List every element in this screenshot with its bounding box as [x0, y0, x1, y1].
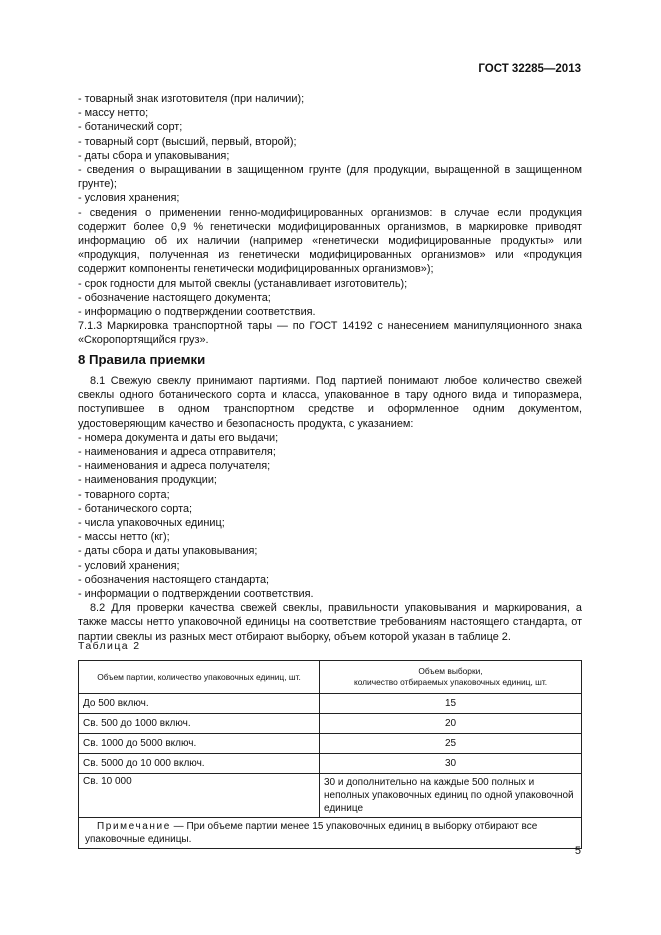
list-item: - товарный знак изготовителя (при наличии);: [78, 93, 305, 105]
list-item: - наименования продукции;: [78, 474, 217, 487]
section-8-body: [78, 374, 582, 644]
sample-cell: 25: [320, 734, 582, 754]
list-item: - информации о подтверждении соответствия.: [78, 588, 314, 601]
table-row: [79, 694, 582, 714]
col-header-sample-line1: Объем выборки,: [418, 666, 483, 676]
col-header-lot: Объем партии, количество упаковочных единиц, шт.: [79, 661, 320, 694]
list-item: - обозначения настоящего стандарта;: [78, 573, 270, 586]
sample-cell: 30: [320, 754, 582, 774]
lot-cell: Св. 1000 до 5000 включ.: [79, 734, 320, 754]
table-caption: Таблица 2: [78, 640, 141, 652]
lot-cell: До 500 включ.: [79, 694, 320, 714]
sample-cell: 15: [320, 694, 582, 714]
list-item: - массы нетто (кг);: [78, 531, 170, 544]
table-header-row: [79, 661, 582, 694]
list-item: - обозначение настоящего документа;: [78, 291, 271, 304]
list-item: - даты сбора и даты упаковывания;: [78, 545, 258, 558]
table-row: [79, 734, 582, 754]
list-item: - даты сбора и упаковывания;: [78, 149, 230, 162]
clause-8-2: 8.2 Для проверки качества свежей свеклы, правильности упаковывания и маркирования, а также массы нетто упаковочной единицы на соответствие требованиям настоящего стандарта, от партии свеклы из разных мест отбирают выборку, объем которой указан в таблице 2.: [78, 602, 582, 643]
table-row: [79, 774, 582, 818]
note-text: — При объеме партии менее 15 упаковочных единиц в выборку отбирают все упаковочные единицы.: [85, 821, 538, 845]
list-item: - срок годности для мытой свеклы (устанавливает изготовитель);: [78, 277, 408, 290]
table-row: [79, 714, 582, 734]
list-item: - ботанический сорт;: [78, 121, 183, 134]
list-item: - сведения о применении генно-модифицированных организмов: в случае если продукция содержит более 0,9 % генетически модифицированных организмов, в маркировке приводят информацию об их наличии (например «генетически модифицированные продукты» или «продукция, полученная из генетически модифицированных организмов» или «продукция содержит компоненты генетически модифицированных организмов»);: [78, 206, 582, 276]
list-item: - условия хранения;: [78, 192, 180, 205]
lot-cell: Св. 5000 до 10 000 включ.: [79, 754, 320, 774]
clause-7-1-3: 7.1.3 Маркировка транспортной тары — по ГОСТ 14192 с нанесением манипуляционного знака «Скоропортящийся груз».: [78, 320, 582, 347]
list-item: - информацию о подтверждении соответствия.: [78, 306, 316, 319]
document-code: ГОСТ 32285—2013: [478, 63, 581, 75]
list-item: - сведения о выращивании в защищенном грунте (для продукции, выращенной в защищенном грунте);: [78, 164, 582, 191]
list-item: - ботанического сорта;: [78, 502, 193, 515]
note-label: Примечание: [97, 821, 171, 832]
list-item: - числа упаковочных единиц;: [78, 517, 225, 530]
page-number: 5: [574, 845, 581, 857]
sample-size-table: [78, 660, 582, 849]
list-item: - товарный сорт (высший, первый, второй);: [78, 135, 297, 148]
table-note-row: [79, 818, 582, 849]
table-note: [79, 818, 582, 849]
table-row: [79, 754, 582, 774]
list-item: - массу нетто;: [78, 107, 149, 120]
list-item: - условий хранения;: [78, 559, 180, 572]
col-header-sample: [320, 661, 582, 694]
list-item: - наименования и адреса получателя;: [78, 460, 271, 473]
lot-cell: Св. 500 до 1000 включ.: [79, 714, 320, 734]
marking-list: [78, 92, 582, 348]
list-item: - товарного сорта;: [78, 488, 170, 501]
list-item: - наименования и адреса отправителя;: [78, 446, 276, 459]
col-header-sample-line2: количество отбираемых упаковочных единиц, шт.: [353, 677, 548, 687]
sample-cell: 20: [320, 714, 582, 734]
clause-8-1: 8.1 Свежую свеклу принимают партиями. Под партией понимают любое количество свежей свеклы одного ботанического сорта и класса, упакованное в тару одного вида и типоразмера, поступившее в одном транспортном средстве и оформленное одним документом, удостоверяющим качество и безопасность продукта, с указанием:: [78, 375, 582, 430]
lot-cell: Св. 10 000: [79, 774, 320, 818]
section-title: 8 Правила приемки: [78, 352, 206, 367]
sample-cell: 30 и дополнительно на каждые 500 полных и неполных упаковочных единиц по одной упаковочной единице: [320, 774, 582, 818]
list-item: - номера документа и даты его выдачи;: [78, 431, 279, 444]
